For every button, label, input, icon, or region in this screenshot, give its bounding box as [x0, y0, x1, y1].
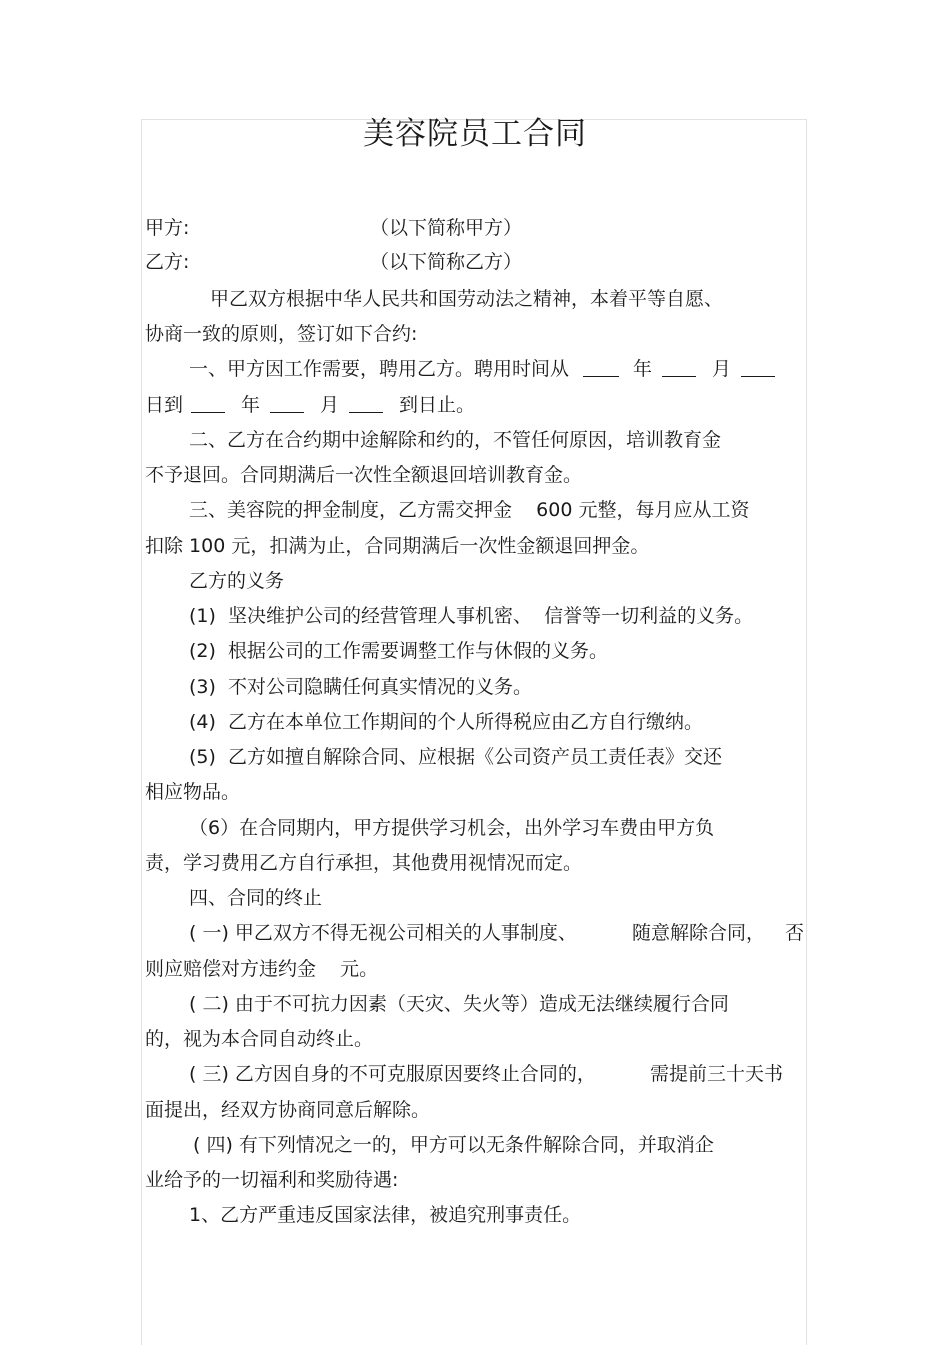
duties-heading: 乙方的义务: [189, 570, 285, 592]
condition-item: 1、乙方严重违反国家法律，被追究刑事责任。: [189, 1204, 582, 1226]
duty-item: (1) 坚决维护公司的经营管理人事机密、 信誉等一切利益的义务。: [189, 605, 754, 627]
duty-item: 相应物品。: [145, 781, 241, 803]
duty-item: (5) 乙方如擅自解除合同、应根据《公司资产员工责任表》交还: [189, 746, 722, 768]
termination-item: 随意解除合同，: [632, 922, 766, 944]
clause-3-line: 三、美容院的押金制度，乙方需交押金 600 元整，每月应从工资: [189, 499, 750, 521]
duty-item: 责，学习费用乙方自行承担，其他费用视情况而定。: [145, 852, 583, 874]
clause-1-text: [145, 392, 475, 418]
end-year-blank: [191, 394, 225, 413]
party-a-label: 甲方:: [145, 217, 190, 239]
termination-heading: 四、合同的终止: [189, 887, 323, 909]
clause-3-line: 扣除 100 元，扣满为止，合同期满后一次性金额退回押金。: [145, 535, 650, 557]
start-day-blank: [741, 358, 775, 377]
termination-item: 否: [785, 922, 805, 944]
end-month-blank: [270, 394, 304, 413]
clause-1-lead: 一、甲方因工作需要，聘用乙方。聘用时间从: [189, 358, 570, 380]
termination-item: 业给予的一切福利和奖励待遇:: [145, 1169, 399, 1191]
year-label: 年: [241, 394, 261, 416]
document-title: 美容院员工合同: [363, 116, 587, 152]
termination-item: 则应赔偿对方违约金 元。: [145, 958, 379, 980]
month-label: 月: [712, 358, 732, 380]
intro-line: 协商一致的原则，签订如下合约:: [145, 323, 418, 345]
termination-item: ( 三) 乙方因自身的不可克服原因要终止合同的，: [189, 1063, 596, 1085]
duty-item: （6）在合同期内，甲方提供学习机会，出外学习车费由甲方负: [189, 817, 715, 839]
duty-item: (3) 不对公司隐瞒任何真实情况的义务。: [189, 676, 532, 698]
party-b-label: 乙方:: [145, 251, 190, 273]
duty-item: (4) 乙方在本单位工作期间的个人所得税应由乙方自行缴纳。: [189, 711, 703, 733]
end-day-blank: [349, 394, 383, 413]
termination-item: 的，视为本合同自动终止。: [145, 1028, 374, 1050]
termination-item: ( 二) 由于不可抗力因素（天灾、失火等）造成无法继续履行合同: [189, 993, 729, 1015]
party-a-note: （以下简称甲方）: [370, 217, 523, 239]
intro-line: 甲乙双方根据中华人民共和国劳动法之精神，本着平等自愿、: [210, 288, 724, 310]
start-month-blank: [662, 358, 696, 377]
clause-1-text: [189, 356, 775, 382]
duty-item: (2) 根据公司的工作需要调整工作与休假的义务。: [189, 640, 608, 662]
end-label: 到日止。: [399, 394, 476, 416]
clause-2-line: 不予退回。合同期满后一次性全额退回培训教育金。: [145, 464, 583, 486]
termination-item: 面提出，经双方协商同意后解除。: [145, 1099, 431, 1121]
start-year-blank: [583, 358, 619, 377]
termination-item: 需提前三十天书: [650, 1063, 784, 1085]
party-b-note: （以下简称乙方）: [370, 251, 523, 273]
termination-item: ( 一) 甲乙双方不得无视公司相关的人事制度、: [189, 922, 577, 944]
month-label: 月: [320, 394, 340, 416]
clause-2-line: 二、乙方在合约期中途解除和约的，不管任何原因，培训教育金: [189, 429, 722, 451]
day-label: 日到: [145, 394, 184, 416]
termination-item: ( 四) 有下列情况之一的，甲方可以无条件解除合同，并取消企: [193, 1134, 714, 1156]
year-label: 年: [633, 358, 653, 380]
